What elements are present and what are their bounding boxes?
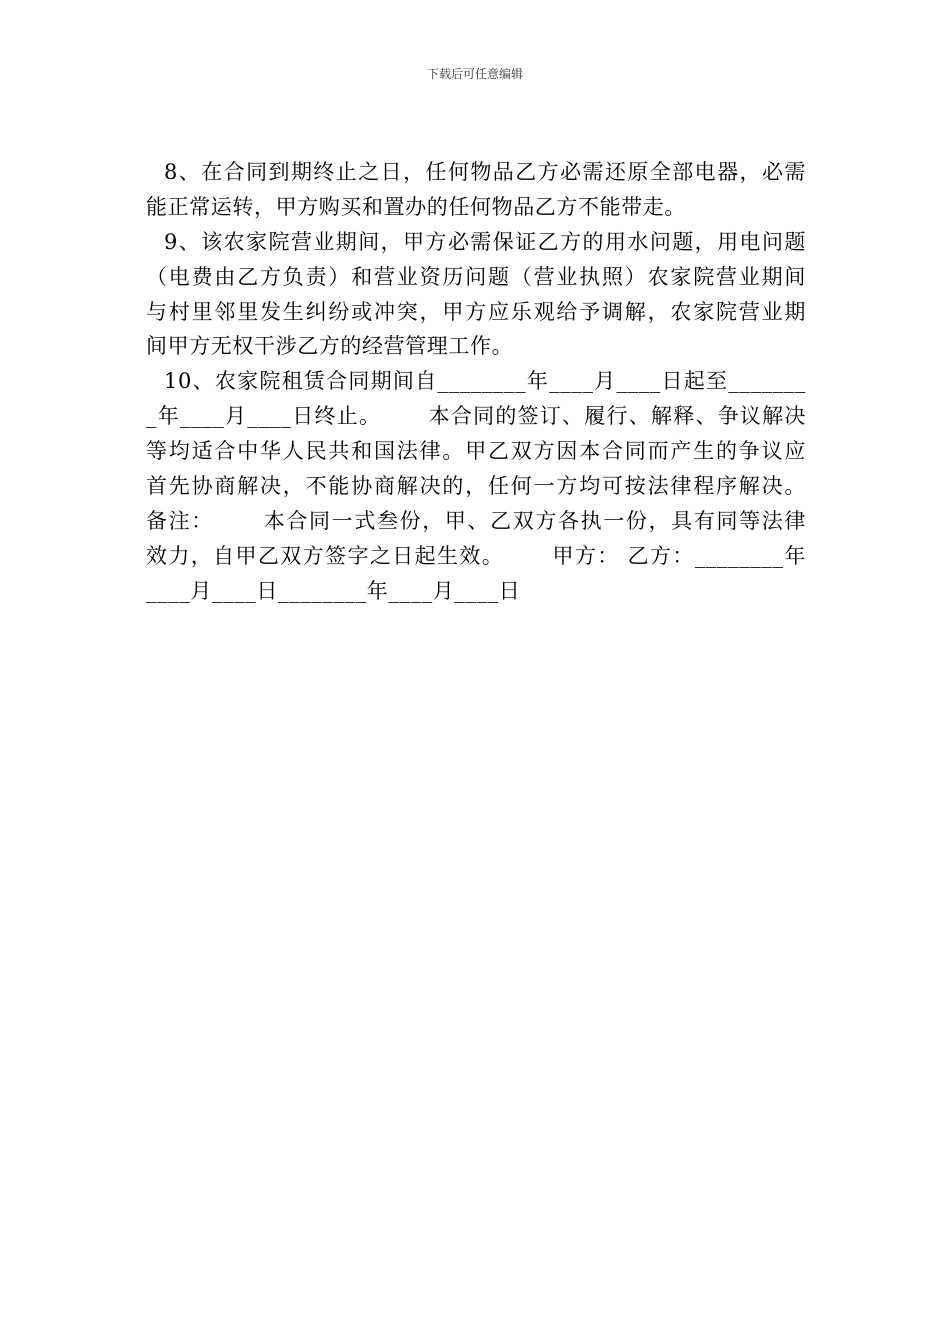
clause-9-line-2: （电费由乙方负责）和营业资历问题（营业执照）农家院营业期间 bbox=[146, 264, 806, 289]
clause-9-line-3: 与村里邻里发生纠纷或冲突，甲方应乐观给予调解，农家院营业期 bbox=[146, 299, 806, 324]
clause-9-line-4: 间甲方无权干涉乙方的经营管理工作。 bbox=[146, 334, 514, 359]
page-header: 下载后可任意编辑 bbox=[426, 67, 523, 81]
clause-10-line-4: 首先协商解决，不能协商解决的，任何一方均可按法律程序解决。 bbox=[146, 474, 806, 499]
signature-date-line: ____月____日________年____月____日 bbox=[146, 578, 521, 603]
clause-8-line-2: 能正常运转，甲方购买和置办的任何物品乙方不能带走。 bbox=[146, 194, 686, 219]
clause-10-line-1: 10、农家院租赁合同期间自________年____月____日起至_______ bbox=[164, 369, 806, 394]
clause-9-line-1: 9、该农家院营业期间，甲方必需保证乙方的用水问题，用电问题 bbox=[164, 229, 806, 254]
remarks-line-1: 备注： 本合同一式叁份，甲、乙双方各执一份，具有同等法律 bbox=[146, 508, 806, 533]
clause-10-line-2: _年____月____日终止。 本合同的签订、履行、解释、争议解决 bbox=[146, 404, 806, 429]
remarks-line-2: 效力，自甲乙双方签字之日起生效。 甲方： 乙方：________年 bbox=[146, 543, 806, 568]
clause-8-line-1: 8、在合同到期终止之日，任何物品乙方必需还原全部电器，必需 bbox=[164, 160, 806, 184]
document-body bbox=[146, 155, 806, 609]
clause-10-line-3: 等均适合中华人民共和国法律。甲乙双方因本合同而产生的争议应 bbox=[146, 439, 806, 464]
